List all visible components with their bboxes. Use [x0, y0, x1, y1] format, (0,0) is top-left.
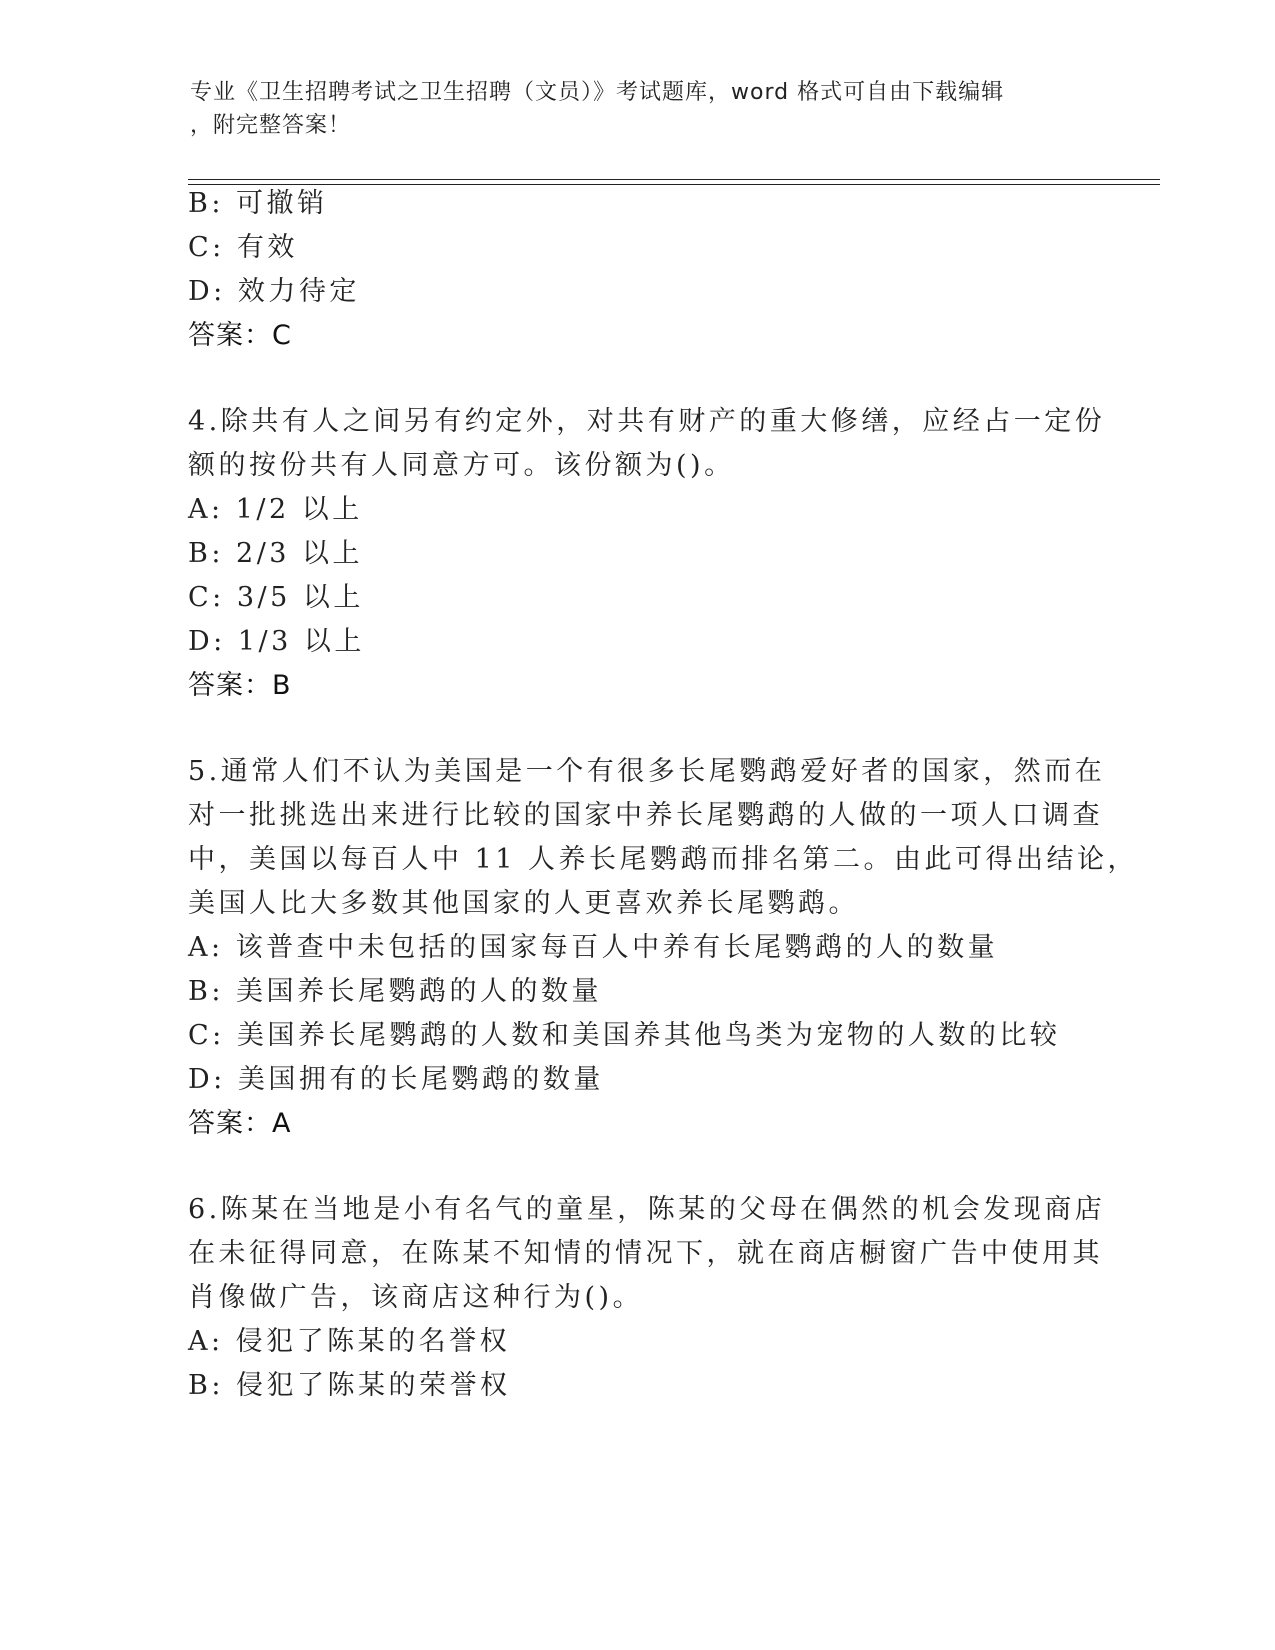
q4-option-c: C: 3/5 以上 [188, 582, 364, 613]
q6-stem-line-2: 在未征得同意，在陈某不知情的情况下，就在商店橱窗广告中使用其 [188, 1238, 1103, 1269]
header-rule-bottom [188, 184, 1160, 185]
q5-option-a: A: 该普查中未包括的国家每百人中养有长尾鹦鹉的人的数量 [188, 932, 999, 963]
q6-option-b: B: 侵犯了陈某的荣誉权 [188, 1370, 511, 1401]
q5-option-c: C: 美国养长尾鹦鹉的人数和美国养其他鸟类为宠物的人数的比较 [188, 1020, 1061, 1051]
q5-stem-line-4: 美国人比大多数其他国家的人更喜欢养长尾鹦鹉。 [188, 888, 859, 919]
q4-stem-line-2: 额的按份共有人同意方可。该份额为()。 [188, 450, 735, 481]
document-header [190, 76, 1090, 142]
q3-option-d: D: 效力待定 [188, 276, 360, 307]
q3-option-c: C: 有效 [188, 232, 298, 263]
q6-stem-line-3: 肖像做广告，该商店这种行为()。 [188, 1282, 644, 1313]
header-line-2: ，附完整答案！ [190, 113, 352, 138]
q5-stem-line-2: 对一批挑选出来进行比较的国家中养长尾鹦鹉的人做的一项人口调查 [188, 800, 1103, 831]
q4-answer: 答案：B [188, 670, 292, 701]
q5-answer: 答案：A [188, 1108, 292, 1139]
q4-option-b: B: 2/3 以上 [188, 538, 364, 569]
header-line-1: 专业《卫生招聘考试之卫生招聘（文员）》考试题库，word 格式可自由下载编辑 [190, 80, 1005, 105]
q5-option-b: B: 美国养长尾鹦鹉的人的数量 [188, 976, 603, 1007]
q6-option-a: A: 侵犯了陈某的名誉权 [188, 1326, 511, 1357]
header-rule-top [188, 179, 1160, 180]
q4-option-d: D: 1/3 以上 [188, 626, 365, 657]
q4-option-a: A: 1/2 以上 [188, 494, 363, 525]
q6-stem-line-1: 6.陈某在当地是小有名气的童星，陈某的父母在偶然的机会发现商店 [188, 1194, 1106, 1225]
q5-stem-line-1: 5.通常人们不认为美国是一个有很多长尾鹦鹉爱好者的国家，然而在 [188, 756, 1106, 787]
q3-option-b: B: 可撤销 [188, 188, 328, 219]
q5-stem-line-3: 中，美国以每百人中 11 人养长尾鹦鹉而排名第二。由此可得出结论， [188, 844, 1139, 875]
q3-answer: 答案：C [188, 320, 292, 351]
q5-option-d: D: 美国拥有的长尾鹦鹉的数量 [188, 1064, 604, 1095]
q4-stem-line-1: 4.除共有人之间另有约定外，对共有财产的重大修缮，应经占一定份 [188, 406, 1106, 437]
